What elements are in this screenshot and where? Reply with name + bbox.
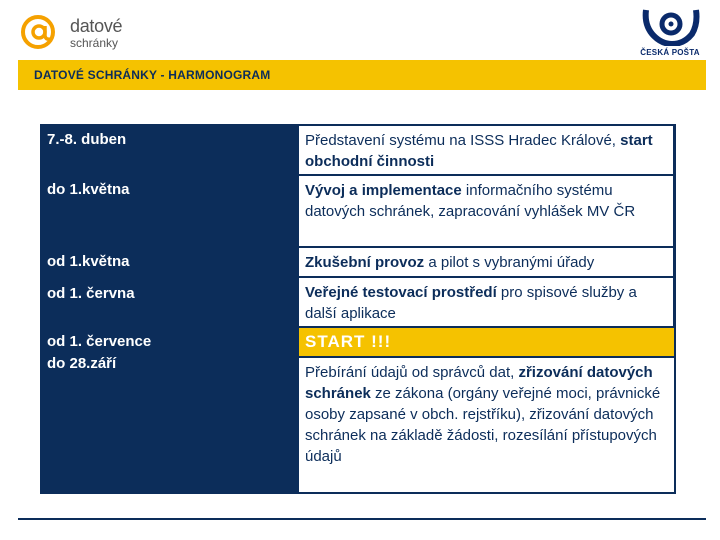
start-banner: START !!! <box>299 328 674 356</box>
date-cell: od 1. června <box>42 284 295 304</box>
schedule-table <box>40 124 676 494</box>
description-cell: Veřejné testovací prostředí pro spisové služby a další aplikace <box>299 278 673 326</box>
description-cell: Zkušební provoz a pilot s vybranými úřady <box>299 248 673 276</box>
description-cell: Vývoj a implementace informačního systému datových schránek, zapracování vyhlášek MV ČR <box>299 176 673 246</box>
dates-column <box>42 126 295 492</box>
date-cell-line1: od 1. července <box>42 332 295 352</box>
datove-schranky-logo <box>20 14 150 50</box>
page-title: DATOVÉ SCHRÁNKY - HARMONOGRAM <box>34 68 271 82</box>
logo-text-schranky: schránky <box>70 36 119 50</box>
date-cell-line2: do 28.září <box>42 354 295 374</box>
description-cell: Přebírání údajů od správců dat, zřizování datových schránek ze zákona (orgány veřejné moci, právnické osoby zapsané v obch. rejstříku), zřizování datových schránek na základě žádosti, rozesílání přístupových údajů <box>299 358 674 492</box>
ceska-posta-label: ČESKÁ POŠTA <box>640 48 700 57</box>
at-sign-logo-icon <box>20 14 64 50</box>
logo-text-datove: datové <box>70 16 123 36</box>
ceska-posta-logo <box>634 6 706 58</box>
date-cell: 7.-8. duben <box>42 130 295 150</box>
date-cell: od 1.května <box>42 252 295 272</box>
post-horn-icon <box>640 6 700 46</box>
description-cell: Představení systému na ISSS Hradec Králové, start obchodní činnosti <box>299 126 673 174</box>
footer-divider <box>18 518 706 520</box>
date-cell: do 1.května <box>42 180 295 200</box>
